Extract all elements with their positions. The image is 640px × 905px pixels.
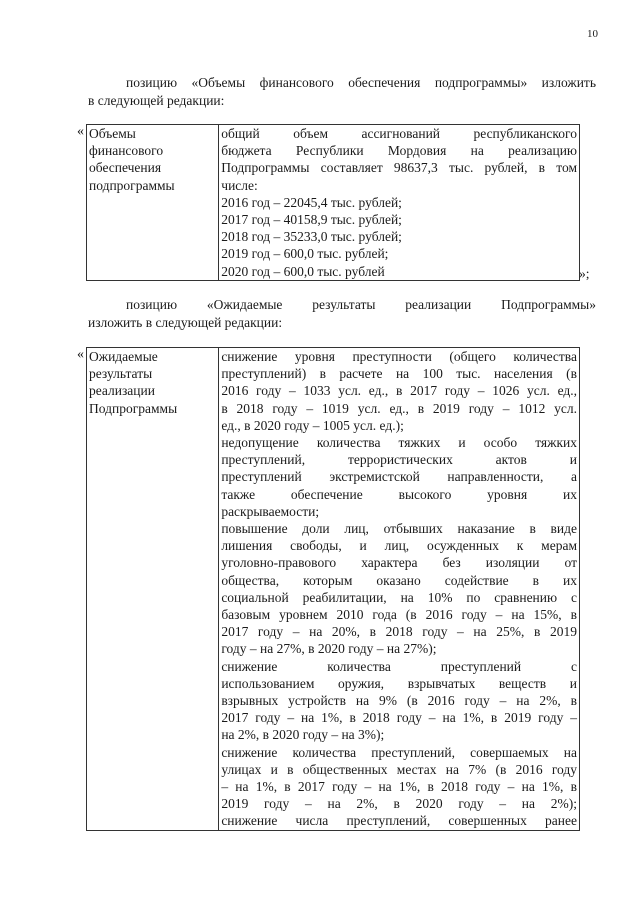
text-line: ед., в 2020 году – 1005 усл. ед.);: [221, 417, 404, 433]
text-line: числе:: [221, 177, 258, 193]
financing-label-cell: [87, 125, 219, 281]
text-line: снижение уровня преступности (общего количества: [221, 349, 577, 364]
text-line: использованием оружия, взрывчатых веществ и: [221, 675, 577, 691]
text-line: 2020 год – 600,0 тыс. рублей: [221, 263, 385, 279]
financing-content-cell: [219, 125, 580, 281]
paragraph-line: позицию «Объемы финансового обеспечения подпрограммы» изложить: [126, 75, 596, 90]
opening-quote: «: [77, 347, 84, 362]
text-line: снижение числа преступлений, совершенных ранее: [221, 813, 577, 829]
text-line: повышение доли лиц, отбывших наказание в виде: [221, 521, 577, 537]
text-line: обеспечения: [89, 160, 162, 176]
paragraph-line: в следующей редакции:: [88, 93, 225, 108]
text-line: 2019 год – 600,0 тыс. рублей;: [221, 246, 389, 262]
text-line: 2016 году – 1033 усл. ед., в 2017 году – 1026 усл. ед.,: [221, 383, 577, 399]
text-line: в 2018 году – 1019 усл. ед., в 2019 году – 1012 усл.: [221, 400, 577, 416]
text-line: бюджета Республики Мордовия на реализацию: [221, 143, 577, 159]
text-line: Подпрограммы составляет 98637,3 тыс. рублей, в том: [221, 160, 577, 176]
text-line: преступлений) в расчете на 100 тыс. населения (в: [221, 366, 577, 382]
text-line: Объемы: [89, 126, 136, 141]
text-line: общий объем ассигнований республиканского: [221, 126, 577, 141]
text-line: 2017 году – на 20%, в 2018 году – на 25%, в 2019: [221, 624, 577, 640]
text-line: уголовно-правового характера без изоляции от: [221, 555, 577, 571]
text-line: 2016 год – 22045,4 тыс. рублей;: [221, 194, 402, 210]
text-line: финансового: [89, 143, 164, 159]
text-line: базовым уровнем 2010 года (в 2016 году – на 15%, в: [221, 607, 577, 623]
text-line: подпрограммы: [89, 177, 175, 193]
text-line: 2017 году – на 1%, в 2018 году – на 1%, в 2019 году –: [221, 710, 577, 726]
results-content-cell: [219, 348, 580, 831]
text-line: 2017 год – 40158,9 тыс. рублей;: [221, 212, 402, 228]
opening-quote: «: [77, 124, 84, 139]
text-line: на 2%, в 2020 году – на 3%);: [221, 727, 385, 743]
table-row: [87, 348, 580, 831]
paragraph-line: изложить в следующей редакции:: [88, 315, 283, 330]
text-line: также обеспечение высокого уровня их: [221, 486, 577, 502]
closing-quote: »;: [579, 266, 590, 281]
text-line: Ожидаемые: [89, 349, 158, 364]
paragraph-line: позицию «Ожидаемые результаты реализации Подпрограммы»: [126, 297, 596, 312]
text-line: преступлений, террористических актов и: [221, 452, 577, 468]
text-line: Подпрограммы: [89, 400, 178, 416]
table-row: [87, 125, 580, 281]
text-line: результаты: [89, 366, 153, 382]
page-number: 10: [587, 28, 598, 40]
text-line: – на 1%, в 2017 году – на 1%, в 2018 году – на 1%, в: [221, 779, 577, 795]
text-line: общества, которым оказано содействие в их: [221, 572, 577, 588]
text-line: снижение количества преступлений с: [221, 658, 577, 674]
text-line: 2018 год – 35233,0 тыс. рублей;: [221, 229, 402, 245]
text-line: снижение количества преступлений, совершаемых на: [221, 744, 577, 760]
text-line: лишения свободы, и лиц, осужденных к мерам: [221, 538, 577, 554]
results-table: [86, 347, 580, 831]
intro-paragraph-results: [88, 296, 596, 332]
financing-table: [86, 124, 580, 281]
text-line: реализации: [89, 383, 155, 399]
results-label-cell: [87, 348, 219, 831]
intro-paragraph-financing: [88, 74, 596, 110]
text-line: преступлений экстремистской направленности, а: [221, 469, 577, 485]
text-line: улицах и в общественных местах на 7% (в 2016 году: [221, 761, 577, 777]
text-line: раскрываемости;: [221, 503, 320, 519]
text-line: социальной реабилитации, на 10% по сравнению с: [221, 589, 577, 605]
text-line: взрывных устройств на 9% (в 2016 году – на 2%, в: [221, 693, 577, 709]
text-line: году – на 27%, в 2020 году – на 27%);: [221, 641, 437, 657]
text-line: 2019 году – на 2%, в 2020 году – на 2%);: [221, 796, 577, 812]
text-line: недопущение количества тяжких и особо тяжких: [221, 435, 577, 451]
